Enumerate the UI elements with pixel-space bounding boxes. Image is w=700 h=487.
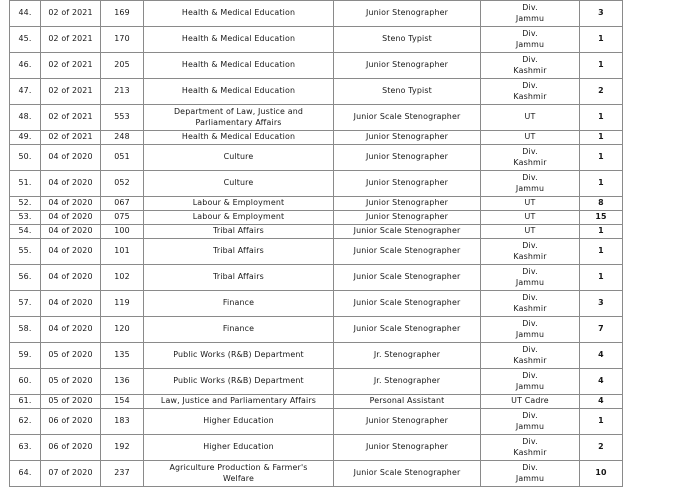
cell-item-number: 135: [101, 343, 144, 369]
cell-item-number: 052: [101, 171, 144, 197]
department-line: Labour & Employment: [192, 198, 285, 208]
cell-number-of-posts: 1: [580, 171, 623, 197]
division-line: Kashmir: [513, 65, 547, 75]
table-row: [10, 197, 623, 211]
division-line: Jammu: [515, 329, 545, 339]
department-line: Culture: [223, 152, 254, 162]
table-row: [10, 225, 623, 239]
cell-department: [144, 1, 334, 27]
cell-department: [144, 53, 334, 79]
department-line: Culture: [223, 178, 254, 188]
division-line: Kashmir: [513, 447, 547, 457]
cell-item-number: 169: [101, 1, 144, 27]
cell-item-number: 136: [101, 369, 144, 395]
cell-advertisement-reference: 04 of 2020: [41, 211, 101, 225]
cell-number-of-posts: 7: [580, 317, 623, 343]
division-line: Div.: [522, 411, 538, 421]
department-line: Health & Medical Education: [181, 132, 296, 142]
cell-department: [144, 197, 334, 211]
cell-advertisement-reference: 02 of 2021: [41, 79, 101, 105]
table-row: [10, 1, 623, 27]
cell-number-of-posts: 2: [580, 435, 623, 461]
cell-advertisement-reference: 04 of 2020: [41, 239, 101, 265]
cell-designation: Junior Stenographer: [334, 409, 481, 435]
table-row: [10, 461, 623, 487]
cell-number-of-posts: 1: [580, 145, 623, 171]
cell-serial-number: 54.: [10, 225, 41, 239]
division-line: Jammu: [515, 13, 545, 23]
cell-item-number: 213: [101, 79, 144, 105]
cell-number-of-posts: 1: [580, 239, 623, 265]
division-line: Jammu: [515, 473, 545, 483]
cell-item-number: 248: [101, 131, 144, 145]
cell-serial-number: 50.: [10, 145, 41, 171]
cell-division: [481, 225, 580, 239]
cell-number-of-posts: 1: [580, 409, 623, 435]
division-line: Kashmir: [513, 355, 547, 365]
table-row: [10, 409, 623, 435]
cell-designation: Junior Scale Stenographer: [334, 105, 481, 131]
cell-department: [144, 211, 334, 225]
department-line: Health & Medical Education: [181, 8, 296, 18]
cell-number-of-posts: 1: [580, 225, 623, 239]
table-row: [10, 211, 623, 225]
cell-division: [481, 171, 580, 197]
table-container: [9, 0, 622, 487]
cell-department: [144, 145, 334, 171]
cell-advertisement-reference: 04 of 2020: [41, 145, 101, 171]
division-line: Div.: [522, 437, 538, 447]
cell-designation: Junior Stenographer: [334, 53, 481, 79]
cell-advertisement-reference: 04 of 2020: [41, 317, 101, 343]
cell-designation: Junior Stenographer: [334, 131, 481, 145]
cell-department: [144, 343, 334, 369]
cell-advertisement-reference: 05 of 2020: [41, 369, 101, 395]
cell-division: [481, 211, 580, 225]
cell-serial-number: 62.: [10, 409, 41, 435]
division-line: UT: [524, 212, 536, 222]
division-line: UT Cadre: [511, 396, 549, 406]
department-line: Higher Education: [203, 416, 274, 426]
division-line: Div.: [522, 267, 538, 277]
cell-item-number: 120: [101, 317, 144, 343]
division-line: Div.: [522, 55, 538, 65]
department-line: Higher Education: [203, 442, 274, 452]
cell-item-number: 051: [101, 145, 144, 171]
cell-designation: Junior Stenographer: [334, 435, 481, 461]
table-row: [10, 435, 623, 461]
cell-department: [144, 409, 334, 435]
cell-department: [144, 291, 334, 317]
cell-department: [144, 27, 334, 53]
cell-department: [144, 435, 334, 461]
cell-serial-number: 61.: [10, 395, 41, 409]
cell-item-number: 154: [101, 395, 144, 409]
cell-number-of-posts: 3: [580, 1, 623, 27]
table-row: [10, 145, 623, 171]
cell-number-of-posts: 2: [580, 79, 623, 105]
cell-designation: Junior Scale Stenographer: [334, 317, 481, 343]
table-row: [10, 27, 623, 53]
division-line: Div.: [522, 319, 538, 329]
cell-designation: Junior Scale Stenographer: [334, 265, 481, 291]
division-line: UT: [524, 112, 536, 122]
cell-serial-number: 63.: [10, 435, 41, 461]
division-line: UT: [524, 198, 536, 208]
cell-designation: Junior Stenographer: [334, 171, 481, 197]
department-line: Tribal Affairs: [213, 226, 264, 236]
cell-division: [481, 265, 580, 291]
cell-department: [144, 105, 334, 131]
division-line: UT: [524, 132, 536, 142]
division-line: Div.: [522, 241, 538, 251]
cell-advertisement-reference: 04 of 2020: [41, 171, 101, 197]
cell-item-number: 183: [101, 409, 144, 435]
cell-item-number: 102: [101, 265, 144, 291]
division-line: UT: [524, 226, 536, 236]
table-row: [10, 79, 623, 105]
department-line: Health & Medical Education: [181, 34, 296, 44]
division-line: Div.: [522, 345, 538, 355]
cell-division: [481, 53, 580, 79]
cell-advertisement-reference: 04 of 2020: [41, 197, 101, 211]
cell-division: [481, 239, 580, 265]
cell-serial-number: 52.: [10, 197, 41, 211]
cell-department: [144, 79, 334, 105]
cell-number-of-posts: 10: [580, 461, 623, 487]
cell-division: [481, 27, 580, 53]
cell-item-number: 100: [101, 225, 144, 239]
cell-designation: Steno Typist: [334, 79, 481, 105]
division-line: Div.: [522, 371, 538, 381]
cell-division: [481, 291, 580, 317]
cell-advertisement-reference: 04 of 2020: [41, 265, 101, 291]
division-line: Jammu: [515, 421, 545, 431]
cell-division: [481, 369, 580, 395]
department-line: Finance: [222, 324, 255, 334]
table-row: [10, 317, 623, 343]
cell-designation: Personal Assistant: [334, 395, 481, 409]
cell-department: [144, 317, 334, 343]
cell-serial-number: 53.: [10, 211, 41, 225]
cell-advertisement-reference: 02 of 2021: [41, 1, 101, 27]
table-row: [10, 265, 623, 291]
cell-number-of-posts: 1: [580, 105, 623, 131]
cell-division: [481, 317, 580, 343]
cell-item-number: 170: [101, 27, 144, 53]
cell-serial-number: 46.: [10, 53, 41, 79]
department-line: Health & Medical Education: [181, 86, 296, 96]
cell-division: [481, 435, 580, 461]
cell-division: [481, 105, 580, 131]
cell-serial-number: 51.: [10, 171, 41, 197]
cell-item-number: 205: [101, 53, 144, 79]
cell-serial-number: 57.: [10, 291, 41, 317]
cell-division: [481, 461, 580, 487]
cell-item-number: 192: [101, 435, 144, 461]
cell-designation: Jr. Stenographer: [334, 369, 481, 395]
cell-serial-number: 58.: [10, 317, 41, 343]
cell-advertisement-reference: 04 of 2020: [41, 225, 101, 239]
division-line: Div.: [522, 463, 538, 473]
cell-division: [481, 409, 580, 435]
department-line: Public Works (R&B) Department: [173, 350, 304, 360]
cell-department: [144, 369, 334, 395]
cell-item-number: 553: [101, 105, 144, 131]
division-line: Jammu: [515, 277, 545, 287]
department-line: Public Works (R&B) Department: [173, 376, 304, 386]
table-row: [10, 105, 623, 131]
cell-item-number: 075: [101, 211, 144, 225]
cell-designation: Junior Scale Stenographer: [334, 239, 481, 265]
division-line: Div.: [522, 173, 538, 183]
cell-item-number: 237: [101, 461, 144, 487]
cell-number-of-posts: 3: [580, 291, 623, 317]
department-line: Tribal Affairs: [213, 246, 264, 256]
department-line: Agriculture Production & Farmer's: [169, 463, 308, 473]
division-line: Div.: [522, 29, 538, 39]
cell-advertisement-reference: 04 of 2020: [41, 291, 101, 317]
cell-number-of-posts: 1: [580, 131, 623, 145]
division-line: Div.: [522, 81, 538, 91]
table-row: [10, 369, 623, 395]
cell-number-of-posts: 1: [580, 53, 623, 79]
division-line: Div.: [522, 293, 538, 303]
division-line: Jammu: [515, 183, 545, 193]
cell-number-of-posts: 4: [580, 369, 623, 395]
cell-division: [481, 79, 580, 105]
division-line: Kashmir: [513, 157, 547, 167]
cell-serial-number: 48.: [10, 105, 41, 131]
cell-advertisement-reference: 02 of 2021: [41, 131, 101, 145]
cell-division: [481, 197, 580, 211]
cell-advertisement-reference: 05 of 2020: [41, 395, 101, 409]
department-line: Parliamentary Affairs: [195, 117, 282, 127]
cell-serial-number: 60.: [10, 369, 41, 395]
department-line: Labour & Employment: [192, 212, 285, 222]
cell-department: [144, 265, 334, 291]
cell-designation: Junior Stenographer: [334, 197, 481, 211]
cell-designation: Steno Typist: [334, 27, 481, 53]
division-line: Kashmir: [513, 251, 547, 261]
department-line: Health & Medical Education: [181, 60, 296, 70]
cell-number-of-posts: 1: [580, 27, 623, 53]
division-line: Div.: [522, 3, 538, 13]
cell-number-of-posts: 4: [580, 395, 623, 409]
department-line: Law, Justice and Parliamentary Affairs: [160, 396, 317, 406]
cell-item-number: 101: [101, 239, 144, 265]
department-line: Welfare: [222, 473, 255, 483]
cell-number-of-posts: 15: [580, 211, 623, 225]
table-row: [10, 291, 623, 317]
cell-advertisement-reference: 05 of 2020: [41, 343, 101, 369]
cell-serial-number: 49.: [10, 131, 41, 145]
department-line: Department of Law, Justice and: [173, 107, 304, 117]
cell-division: [481, 1, 580, 27]
cell-advertisement-reference: 02 of 2021: [41, 105, 101, 131]
cell-advertisement-reference: 06 of 2020: [41, 409, 101, 435]
table-row: [10, 239, 623, 265]
cell-advertisement-reference: 02 of 2021: [41, 53, 101, 79]
cell-item-number: 067: [101, 197, 144, 211]
division-line: Div.: [522, 147, 538, 157]
cell-designation: Junior Scale Stenographer: [334, 225, 481, 239]
cell-serial-number: 64.: [10, 461, 41, 487]
cell-department: [144, 131, 334, 145]
cell-designation: Junior Stenographer: [334, 145, 481, 171]
cell-serial-number: 55.: [10, 239, 41, 265]
cell-advertisement-reference: 02 of 2021: [41, 27, 101, 53]
cell-designation: Junior Stenographer: [334, 211, 481, 225]
division-line: Kashmir: [513, 91, 547, 101]
posts-table: [9, 0, 623, 487]
cell-number-of-posts: 4: [580, 343, 623, 369]
cell-advertisement-reference: 06 of 2020: [41, 435, 101, 461]
cell-designation: Junior Scale Stenographer: [334, 291, 481, 317]
cell-serial-number: 44.: [10, 1, 41, 27]
cell-item-number: 119: [101, 291, 144, 317]
table-row: [10, 395, 623, 409]
division-line: Kashmir: [513, 303, 547, 313]
cell-designation: Junior Scale Stenographer: [334, 461, 481, 487]
cell-department: [144, 461, 334, 487]
division-line: Jammu: [515, 39, 545, 49]
cell-department: [144, 225, 334, 239]
cell-serial-number: 45.: [10, 27, 41, 53]
cell-department: [144, 239, 334, 265]
cell-division: [481, 395, 580, 409]
division-line: Jammu: [515, 381, 545, 391]
cell-division: [481, 343, 580, 369]
table-row: [10, 53, 623, 79]
table-row: [10, 171, 623, 197]
table-row: [10, 131, 623, 145]
cell-number-of-posts: 8: [580, 197, 623, 211]
cell-designation: Junior Stenographer: [334, 1, 481, 27]
cell-number-of-posts: 1: [580, 265, 623, 291]
department-line: Finance: [222, 298, 255, 308]
table-body: [10, 0, 623, 487]
cell-division: [481, 145, 580, 171]
cell-advertisement-reference: 07 of 2020: [41, 461, 101, 487]
department-line: Tribal Affairs: [213, 272, 264, 282]
cell-department: [144, 171, 334, 197]
cell-serial-number: 47.: [10, 79, 41, 105]
cell-division: [481, 131, 580, 145]
cell-designation: Jr. Stenographer: [334, 343, 481, 369]
cell-serial-number: 59.: [10, 343, 41, 369]
cell-department: [144, 395, 334, 409]
table-row: [10, 343, 623, 369]
cell-serial-number: 56.: [10, 265, 41, 291]
